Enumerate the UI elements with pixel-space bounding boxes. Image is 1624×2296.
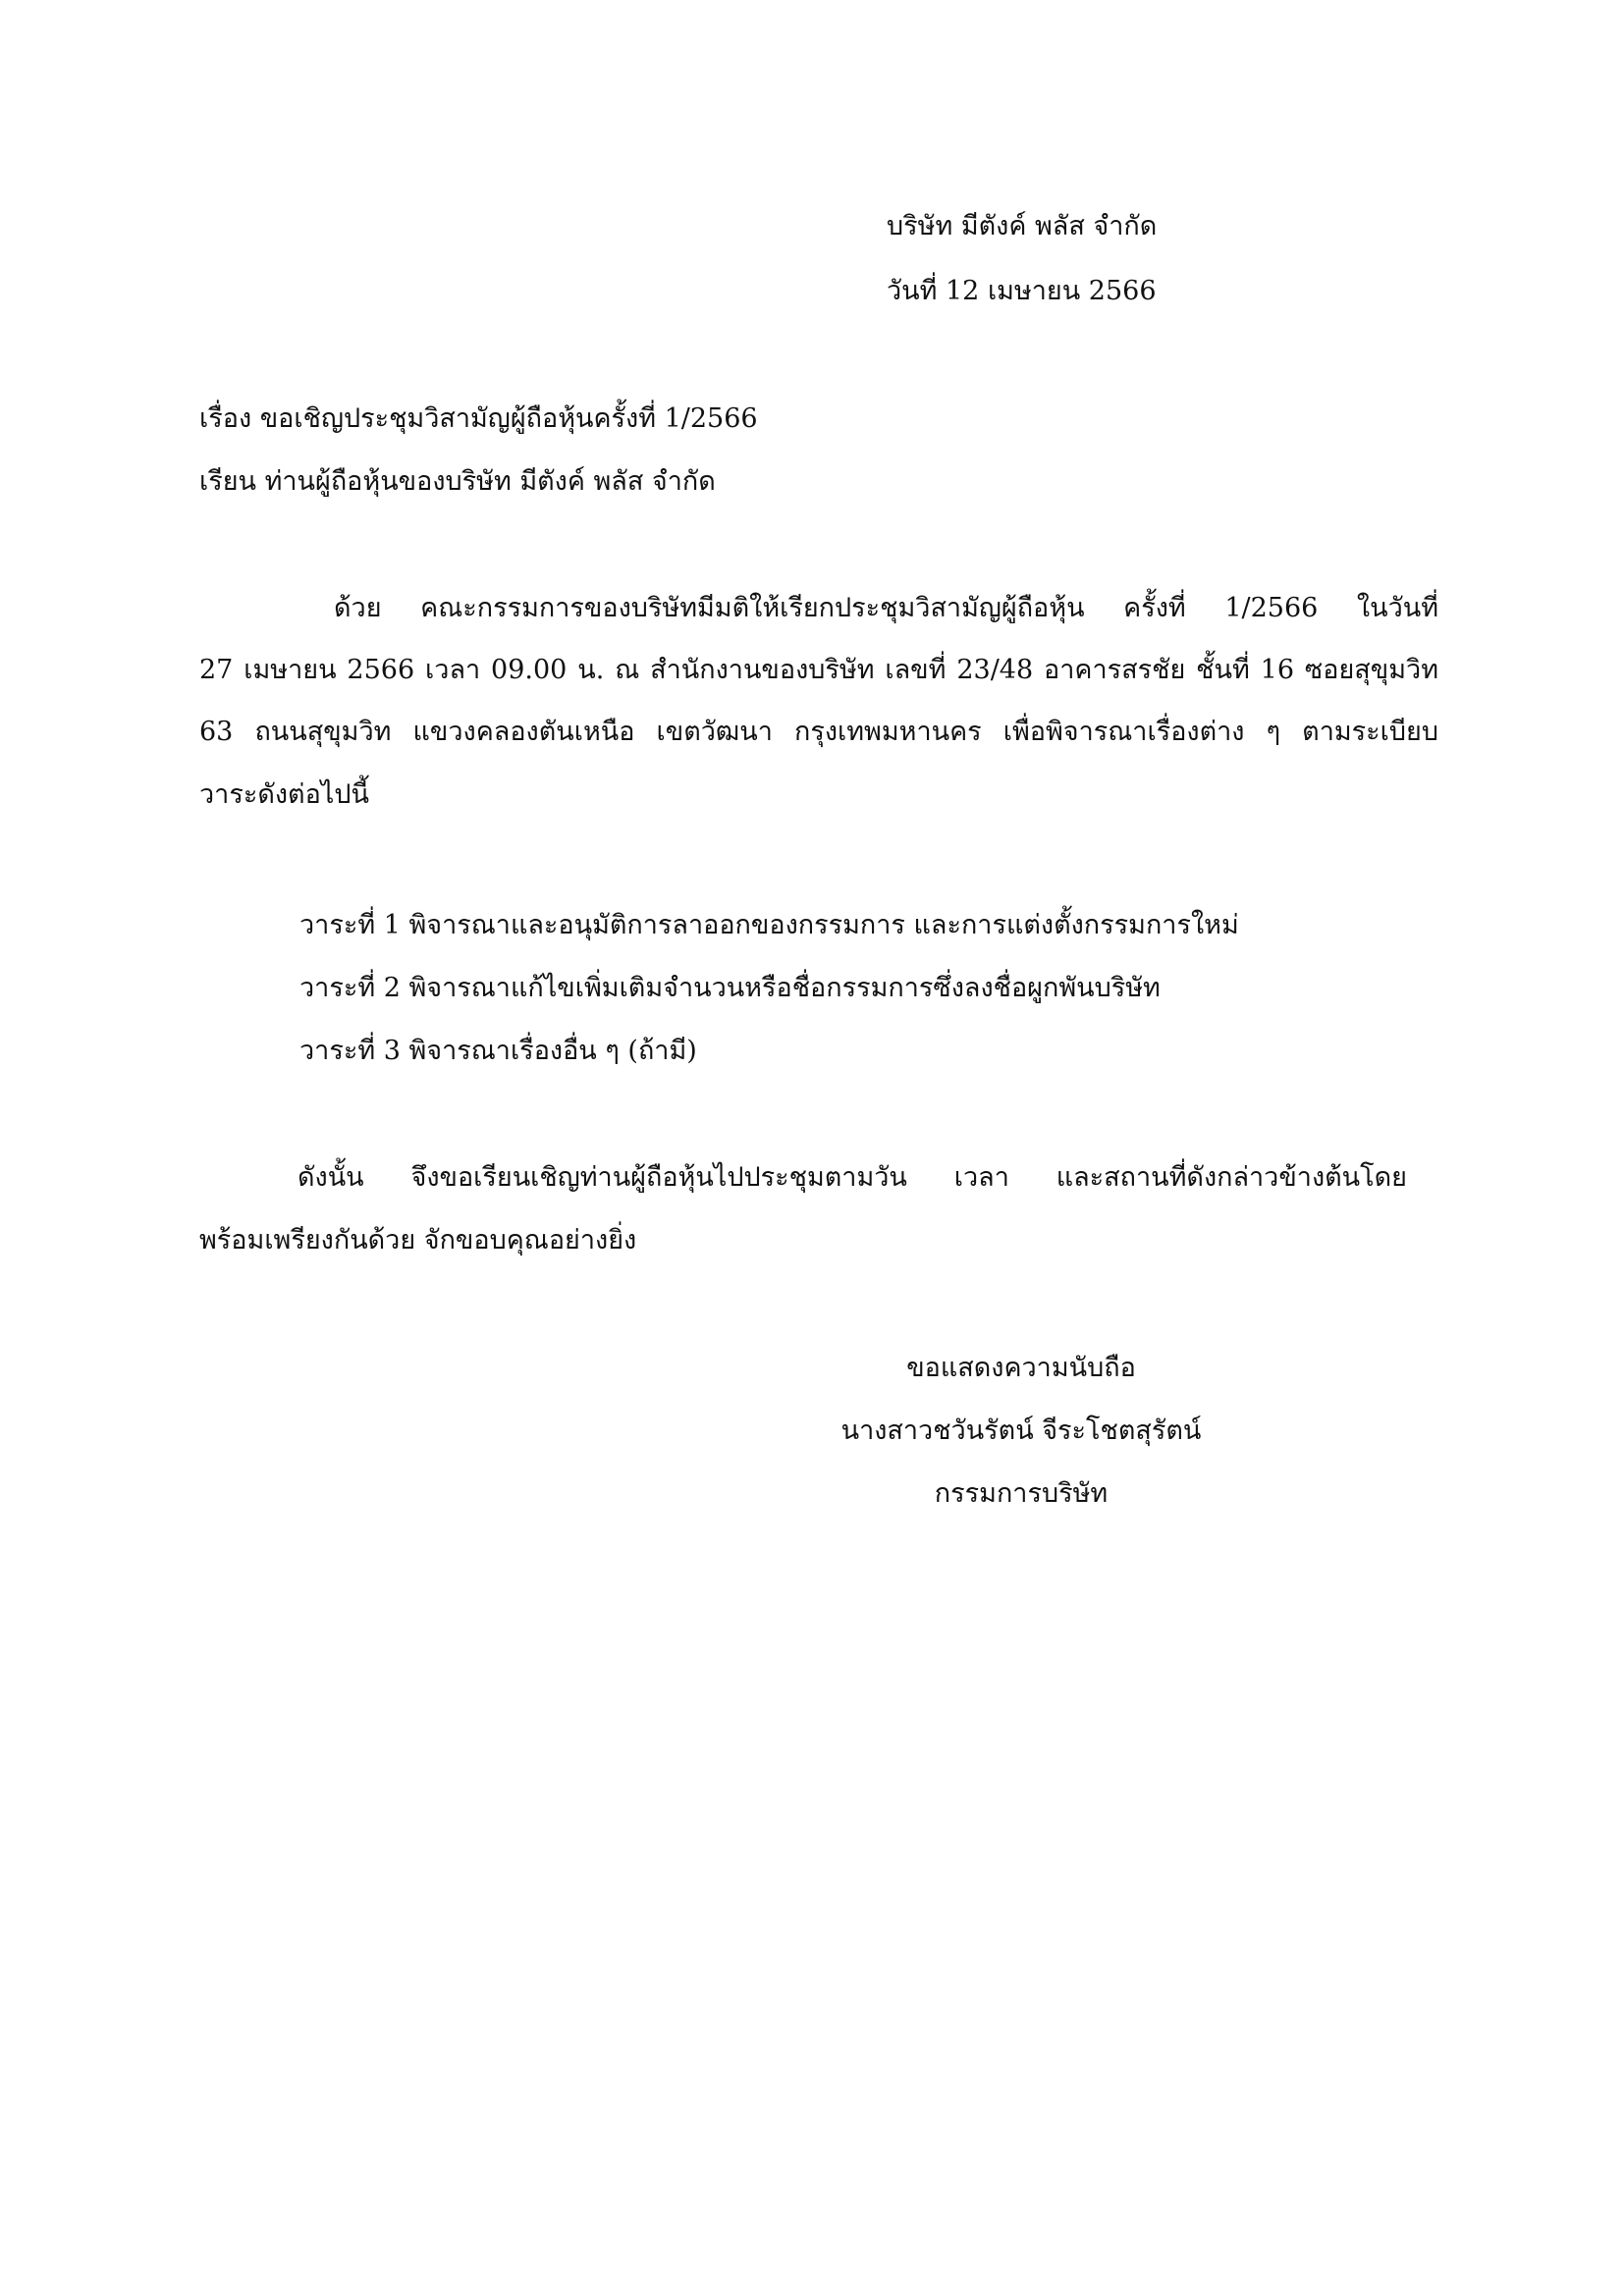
body-line-2: 27 เมษายน 2566 เวลา 09.00 น. ณ สำนักงานของบริษัท เลขที่ 23/48 อาคารสรชัย ชั้นที่ 16 ซอยสุขุมวิท xyxy=(199,655,1438,685)
body-line-4: วาระดังต่อไปนี้ xyxy=(199,779,369,810)
signature-name: นางสาวชวันรัตน์ จีระโชตสุรัตน์ xyxy=(840,1415,1202,1446)
body-line-1: ด้วย คณะกรรมการของบริษัทมีมติให้เรียกประชุมวิสามัญผู้ถือหุ้น ครั้งที่ 1/2566 ในวันที่ xyxy=(334,593,1438,623)
signature-salutation: ขอแสดงความนับถือ xyxy=(906,1353,1136,1383)
closing-line-1: ดังนั้น จึงขอเรียนเชิญท่านผู้ถือหุ้นไปประชุมตามวัน เวลา และสถานที่ดังกล่าวข้างต้นโดย xyxy=(298,1162,1407,1193)
signature-title: กรรมการบริษัท xyxy=(934,1478,1109,1509)
letter-subject: เรื่อง ขอเชิญประชุมวิสามัญผู้ถือหุ้นครั้งที่ 1/2566 xyxy=(199,403,758,434)
closing-line-2: พร้อมเพรียงกันด้วย จักขอบคุณอย่างยิ่ง xyxy=(199,1225,637,1255)
agenda-item-2: วาระที่ 2 พิจารณาแก้ไขเพิ่มเติมจำนวนหรือชื่อกรรมการซึ่งลงชื่อผูกพันบริษัท xyxy=(299,973,1161,1003)
agenda-item-3: วาระที่ 3 พิจารณาเรื่องอื่น ๆ (ถ้ามี) xyxy=(299,1036,697,1066)
letter-recipient: เรียน ท่านผู้ถือหุ้นของบริษัท มีตังค์ พลัส จำกัด xyxy=(199,466,716,497)
body-line-3: 63 ถนนสุขุมวิท แขวงคลองตันเหนือ เขตวัฒนา กรุงเทพมหานคร เพื่อพิจารณาเรื่องต่าง ๆ ตามระเบียบ xyxy=(199,717,1438,747)
agenda-item-1: วาระที่ 1 พิจารณาและอนุมัติการลาออกของกรรมการ และการแต่งตั้งกรรมการใหม่ xyxy=(299,910,1239,940)
company-name: บริษัท มีตังค์ พลัส จำกัด xyxy=(887,211,1158,241)
letter-date: วันที่ 12 เมษายน 2566 xyxy=(887,276,1157,306)
